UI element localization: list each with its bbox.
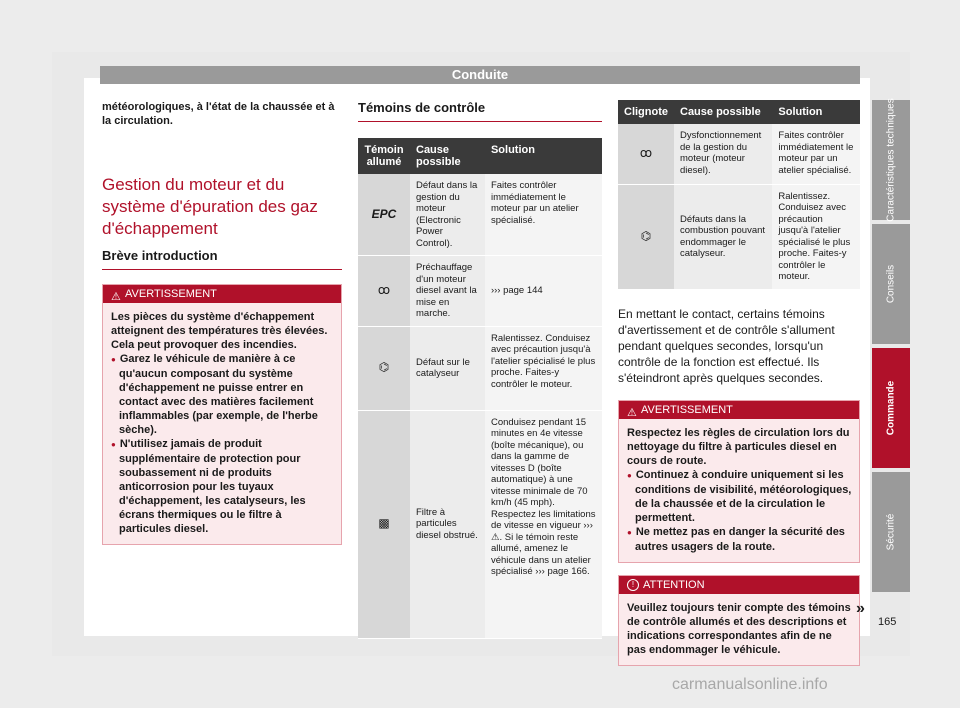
table-row — [358, 174, 602, 256]
cause-cell: Préchauffage d'un moteur diesel avant la mise en marche. — [410, 256, 485, 327]
cause-cell: Défaut sur le catalyseur — [410, 326, 485, 410]
solution-cell: Faites contrôler immédiatement le moteur par un atelier spécialisé. — [772, 124, 860, 184]
header-cell: Cause possible — [674, 100, 772, 124]
cause-cell: Défauts dans la combustion pouvant endommager le catalyseur. — [674, 184, 772, 289]
section-header: Conduite — [100, 66, 860, 84]
glow-plug-icon: ꝏ — [618, 124, 674, 184]
warning-box — [618, 400, 860, 563]
table-row — [358, 326, 602, 410]
attention-box — [618, 575, 860, 666]
warning-bullet: ● Ne mettez pas en danger la sécurité des autres usagers de la route. — [627, 525, 852, 554]
warning-body — [103, 303, 341, 544]
solution-cell: Ralentissez. Conduisez avec précaution jusqu'à l'atelier spécialisé le plus proche. Faites-y contrôler le moteur. — [772, 184, 860, 289]
table-row — [618, 124, 860, 184]
tab-caracteristiques[interactable]: Caractéristiques techniques — [872, 100, 910, 220]
attention-header — [619, 576, 859, 594]
warning-box — [102, 284, 342, 545]
attention-body — [619, 594, 859, 665]
table-row — [618, 184, 860, 289]
right-column — [618, 100, 860, 666]
table-title: Témoins de contrôle — [358, 100, 602, 122]
warning-bullet: ● N'utilisez jamais de produit supplémentaire de protection pour soubassement ni de produits anticorrosion pour les tuyaux d'échappement, les catalyseurs, les écrans thermiques ou le filtre à particules diesel. — [111, 437, 334, 536]
engine-icon: ⌬ — [358, 326, 410, 410]
attention-title: ATTENTION — [643, 578, 705, 591]
cause-cell: Défaut dans la gestion du moteur (Electronic Power Control). — [410, 174, 485, 256]
table-row — [358, 256, 602, 327]
header-cell: Clignote — [618, 100, 674, 124]
tab-securite[interactable]: Sécurité — [872, 472, 910, 592]
warning-intro: Respectez les règles de circulation lors du nettoyage du filtre à particules diesel en cours de route. — [627, 426, 850, 467]
warning-bullet: ● Garez le véhicule de manière à ce qu'aucun composant du système d'échappement ne puisse entrer en contact avec des matières facilement inflammables (par exemple, de l'herbe sèche). — [111, 352, 334, 437]
table-header-row — [618, 100, 860, 124]
watermark: carmanualsonline.info — [672, 676, 828, 693]
header-cell: Cause possible — [410, 138, 485, 174]
table-row — [358, 410, 602, 638]
subtitle: Brève introduction — [102, 248, 342, 270]
info-icon: ! — [627, 579, 639, 591]
solution-cell: ››› page 144 — [485, 256, 602, 327]
cause-cell: Filtre à particules diesel obstrué. — [410, 410, 485, 638]
flashing-indicator-table — [618, 100, 860, 290]
warning-intro: Les pièces du système d'échappement atteignent des températures très élevées. Cela peut provoquer des incendies. — [111, 311, 328, 351]
glow-plug-icon: ꝏ — [358, 256, 410, 327]
warning-icon: ⚠ — [111, 291, 121, 303]
engine-icon: ⌬ — [618, 184, 674, 289]
warning-bullet: ● Continuez à conduire uniquement si les conditions de visibilité, météorologiques, de la chaussée et de la circulation le permettent. — [627, 468, 852, 525]
attention-text: Veuillez toujours tenir compte des témoins de contrôle allumés et des descriptions et indications correspondantes afin de ne pas endommager le véhicule. — [627, 601, 851, 656]
section-title: Gestion du moteur et du système d'épuration des gaz d'échappement — [102, 175, 318, 238]
warning-header — [619, 401, 859, 419]
solution-cell: Faites contrôler immédiatement le moteur par un atelier spécialisé. — [485, 174, 602, 256]
epc-icon: EPC — [358, 174, 410, 256]
header-cell: Solution — [772, 100, 860, 124]
indicator-table — [358, 138, 602, 639]
warning-body — [619, 419, 859, 562]
particle-filter-icon: ▩ — [358, 410, 410, 638]
warning-title: AVERTISSEMENT — [641, 403, 733, 416]
table-header-row — [358, 138, 602, 174]
solution-cell: Conduisez pendant 15 minutes en 4e vitesse (boîte mécanique), ou dans la gamme de vitesses D (boîte automatique) à une vitesse minimale de 70 km/h (45 mph). Respectez les limitations de vitesse en vigueur ››› ⚠. Si le témoin reste allumé, amenez le véhicule dans un atelier spécialisé ››› page 166. — [485, 410, 602, 638]
middle-column — [358, 100, 602, 639]
cause-cell: Dysfonctionnement de la gestion du moteur (moteur diesel). — [674, 124, 772, 184]
info-paragraph: En mettant le contact, certains témoins d'avertissement et de contrôle s'allument pendant quelques secondes, lorsqu'un contrôle de la fonction est effectué. Ils s'éteindront après quelques secondes. — [618, 306, 835, 385]
tab-commande[interactable]: Commande — [872, 348, 910, 468]
header-cell: Solution — [485, 138, 602, 174]
warning-header — [103, 285, 341, 303]
continue-arrow-icon: » — [856, 600, 865, 617]
page-number: 165 — [878, 616, 897, 628]
warning-title: AVERTISSEMENT — [125, 288, 217, 300]
continued-text: météorologiques, à l'état de la chaussée et à la circulation. — [102, 101, 335, 127]
warning-icon: ⚠ — [627, 406, 637, 419]
left-column — [102, 100, 342, 545]
tab-conseils[interactable]: Conseils — [872, 224, 910, 344]
header-cell: Témoin allumé — [358, 138, 410, 174]
solution-cell: Ralentissez. Conduisez avec précaution jusqu'à l'atelier spécialisé le plus proche. Faites-y contrôler le moteur. — [485, 326, 602, 410]
